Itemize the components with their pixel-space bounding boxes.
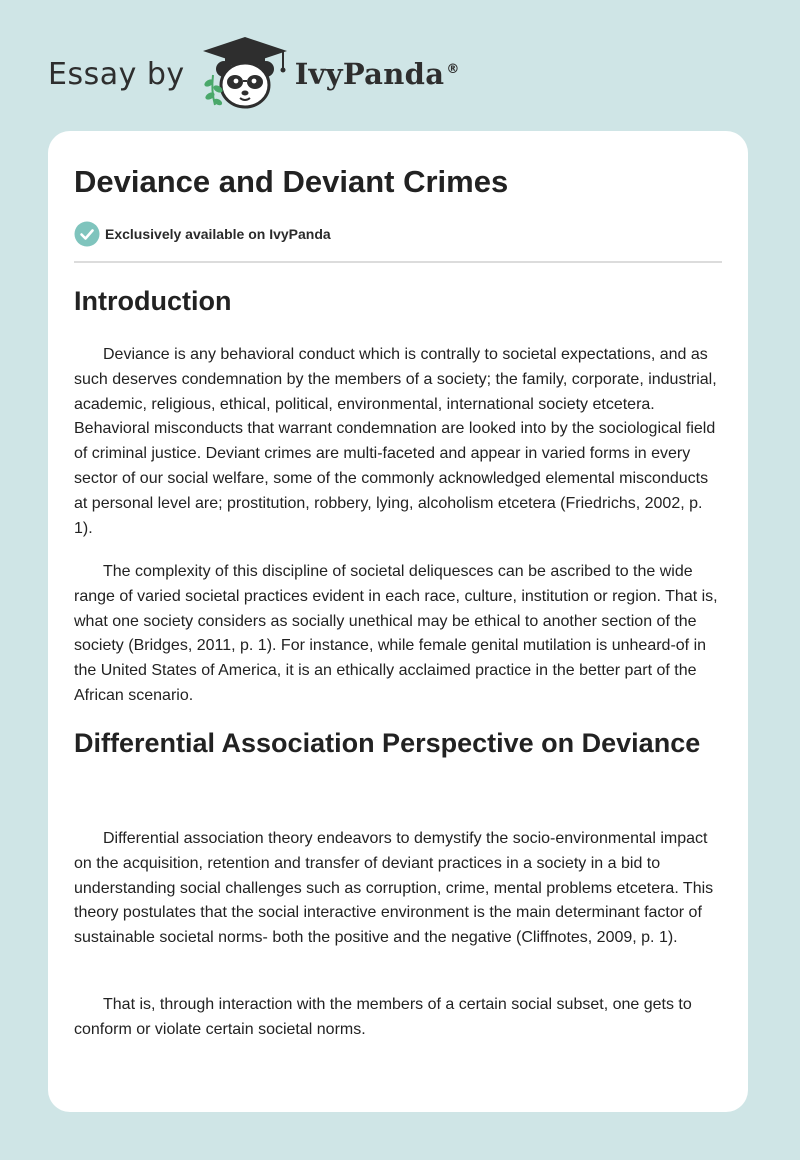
essay-card: [48, 131, 748, 1112]
paragraph-intro-2: The complexity of this discipline of societal deliquesces can be ascribed to the wide range of varied societal practices evident in each race, culture, institution or region. That is, what one society considers as socially unethical may be ethical to another section of the society (Bridges, 2011, p. 1). For instance, while female genital mutilation is unheard-of in the United States of America, it is an ethically acclaimed practice in the better part of the African scenario.: [74, 563, 718, 704]
brand-prefix: Essay by: [48, 56, 185, 92]
exclusive-badge: [74, 221, 331, 247]
panda-graduate-logo-icon[interactable]: [199, 35, 291, 113]
section-heading-introduction: Introduction: [74, 286, 232, 316]
paragraph-intro-1: Deviance is any behavioral conduct which is contrally to societal expectations, and as such deserves condemnation by the members of a society; the family, corporate, industrial, academic, religious, ethical, political, environmental, international society etcetera. Behavioral misconducts that warrant condemnation are looked into by the sociological field of criminal justice. Deviant crimes are multi-faceted and appear in varied forms in every sector of our social welfare, some of the commonly acknowledged elemental misconducts at personal level are; prostitution, robbery, lying, alcoholism etcetera (Friedrichs, 2002, p. 1).: [74, 346, 717, 537]
brand-name[interactable]: IvyPanda ®: [294, 57, 460, 91]
section-heading-differential-association: Differential Association Perspective on Deviance: [74, 728, 701, 758]
registered-mark: ®: [446, 62, 460, 78]
essay-title: Deviance and Deviant Crimes: [74, 164, 509, 199]
paragraph-differential-1: Differential association theory endeavors to demystify the socio-environmental impact on the acquisition, retention and transfer of deviant practices in a society in a bid to understanding social challenges such as corruption, crime, mental problems etcetera. This theory postulates that the social interactive environment is the main determinant factor of sustainable societal norms- both the positive and the negative (Cliffnotes, 2009, p. 1).: [74, 830, 714, 947]
title-divider: [74, 261, 722, 263]
exclusive-badge-text: Exclusively available on IvyPanda: [105, 226, 331, 242]
brand-header: [48, 34, 460, 114]
paragraph-differential-2: That is, through interaction with the members of a certain social subset, one gets to conform or violate certain societal norms.: [74, 996, 692, 1038]
check-circle-icon: [74, 221, 100, 247]
